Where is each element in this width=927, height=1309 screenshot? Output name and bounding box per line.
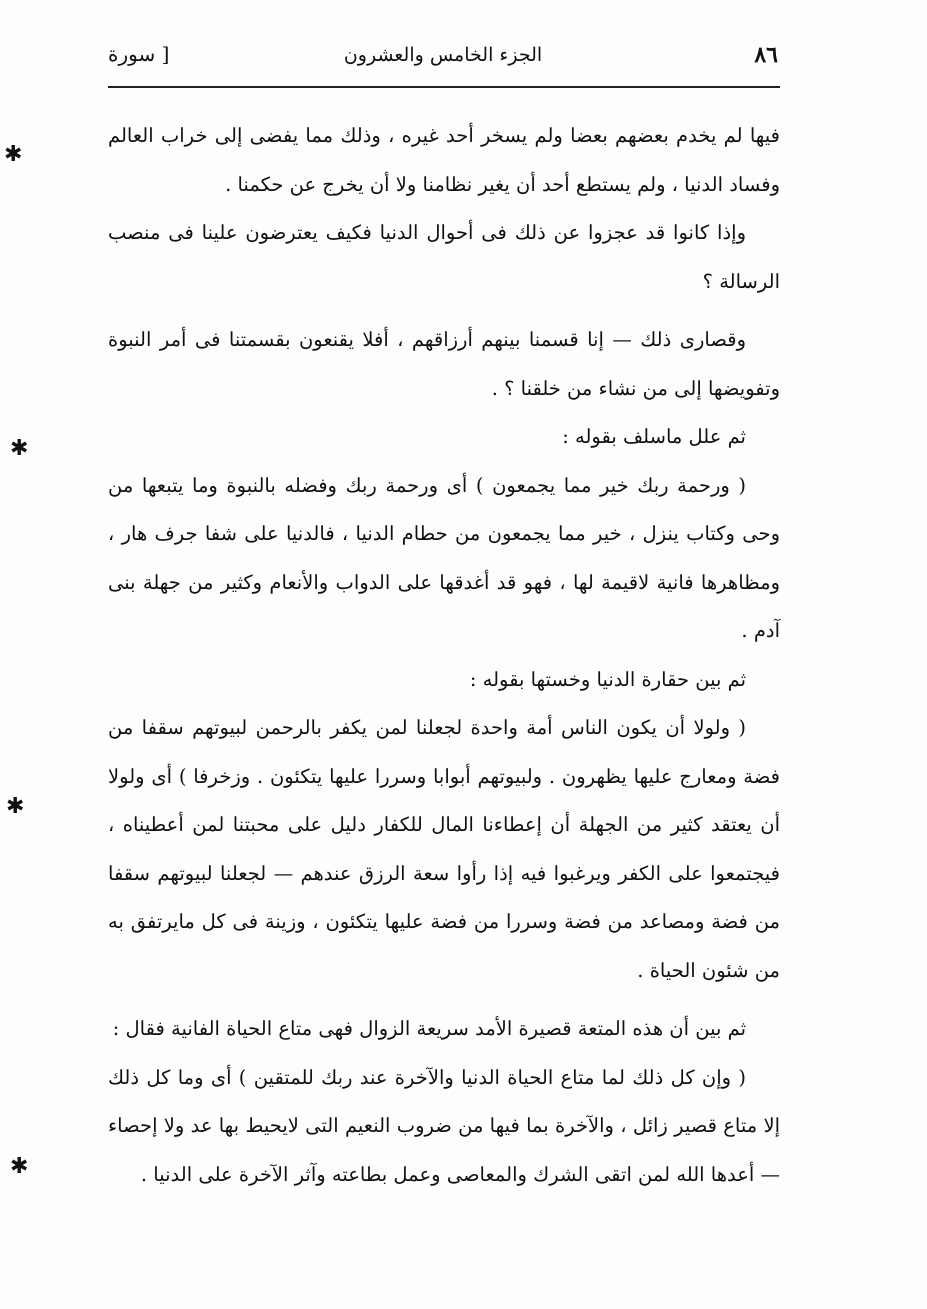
paragraph-6: ثم بين حقارة الدنيا وخستها بقوله :: [469, 667, 746, 691]
paragraph-8: ثم بين أن هذه المتعة قصيرة الأمد سريعة الزوال فهى متاع الحياة الفانية فقال :: [112, 1017, 746, 1040]
surah-label: [ سورة: [108, 42, 170, 66]
margin-ornament-icon: ✱: [6, 794, 25, 819]
header-divider: [108, 86, 780, 88]
paragraph-7: ( ولولا أن يكون الناس أمة واحدة لجعلنا لمن يكفر بالرحمن لبيوتهم سقفا من فضة ومعارج عليها يظهرون . ولبيوتهم أبوابا وسررا عليها يتكئون . وزخرفا ) أى ولولا أن يعتقد كثير من الجهلة أن إعطاءنا المال للكفار دليل على محبتنا لمن أعطيناه ، فيجتمعوا على الكفر ويرغبوا فيه إذا رأوا سعة الرزق عندهم — لجعلنا لبيوتهم سقفا من فضة ومصاعد من فضة وسررا من فضة عليها يتكئون ، وزينة فى كل مايرتفق به من شئون الحياة .: [108, 716, 780, 982]
page-number: ٨٦: [754, 42, 778, 68]
paragraph-9: ( وإن كل ذلك لما متاع الحياة الدنيا والآخرة عند ربك للمتقين ) أى وما كل ذلك إلا متاع قصير زائل ، والآخرة بما فيها من ضروب النعيم التى لايحيط بها عد ولا إحصاء — أعدها الله لمن اتقى الشرك والمعاصى وعمل بطاعته وآثر الآخرة على الدنيا .: [108, 1065, 780, 1186]
paragraph-1: فيها لم يخدم بعضهم بعضا ولم يسخر أحد غيره ، وذلك مما يفضى إلى خراب العالم وفساد الدنيا ، ولم يستطع أحد أن يغير نظامنا ولا أن يخرج عن حكمنا .: [108, 124, 780, 196]
margin-ornament-icon: ✱: [4, 142, 23, 167]
margin-ornament-icon: ✱: [10, 436, 29, 461]
page-body: [108, 112, 780, 1199]
paragraph-2: وإذا كانوا قد عجزوا عن ذلك فى أحوال الدنيا فكيف يعترضون علينا فى منصب الرسالة ؟: [108, 221, 780, 293]
margin-ornament-icon: ✱: [10, 1154, 29, 1179]
paragraph-5: ( ورحمة ربك خير مما يجمعون ) أى ورحمة ربك وفضله بالنبوة وما يتبعها من وحى وكتاب ينزل ، خير مما يجمعون من حطام الدنيا ، فالدنيا على شفا جرف هار ، ومظاهرها فانية لاقيمة لها ، فهو قد أغدقها على الدواب والأنعام وكثير من جهلة بنى آدم .: [108, 473, 780, 642]
paragraph-4: ثم علل ماسلف بقوله :: [562, 425, 746, 448]
page-header: [108, 36, 778, 80]
paragraph-3: وقصارى ذلك — إنا قسمنا بينهم أرزاقهم ، أفلا يقنعون بقسمتنا فى أمر النبوة وتفويضها إلى من نشاء من خلقنا ؟ .: [108, 328, 780, 400]
part-title: الجزء الخامس والعشرون: [343, 44, 543, 66]
